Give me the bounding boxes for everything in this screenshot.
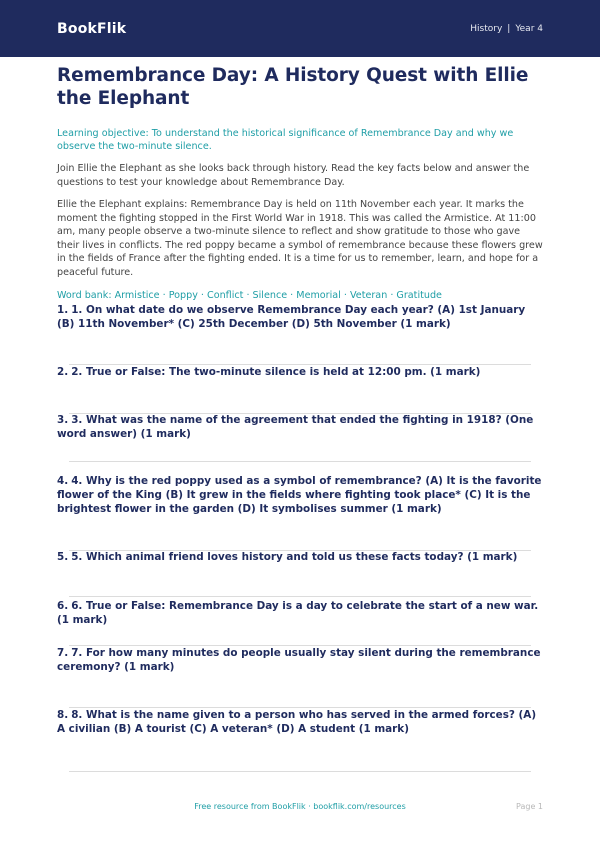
worksheet-content xyxy=(57,64,543,302)
learning-objective: Learning objective: To understand the historical significance of Remembrance Day and why we observe the two-minute silence. xyxy=(57,128,514,152)
year-label: Year 4 xyxy=(515,23,543,34)
answer-line-5[interactable] xyxy=(69,596,531,597)
header-bar xyxy=(0,0,600,57)
footer-credit[interactable]: Free resource from BookFlik · bookflik.com/resources xyxy=(194,802,406,811)
question-2: 2. 2. True or False: The two-minute silence is held at 12:00 pm. (1 mark) xyxy=(57,366,481,378)
footer-divider xyxy=(69,771,531,772)
word-bank: Word bank: Armistice · Poppy · Conflict · Silence · Memorial · Veteran · Gratitude xyxy=(57,290,442,301)
page-title: Remembrance Day: A History Quest with Ellie the Elephant xyxy=(57,65,529,109)
question-5: 5. 5. Which animal friend loves history and told us these facts today? (1 mark) xyxy=(57,551,518,563)
question-3: 3. 3. What was the name of the agreement that ended the fighting in 1918? (One word answer) (1 mark) xyxy=(57,414,534,440)
question-8: 8. 8. What is the name given to a person who has served in the armed forces? (A) A civilian (B) A tourist (C) A veteran* (D) A student (1 mark) xyxy=(57,709,537,735)
answer-line-3[interactable] xyxy=(69,461,531,462)
question-7: 7. 7. For how many minutes do people usually stay silent during the remembrance ceremony? (1 mark) xyxy=(57,647,541,673)
explanation-paragraph: Ellie the Elephant explains: Remembrance Day is held on 11th November each year. It marks the moment the fighting stopped in the First World War in 1918. This was called the Armistice. At 11:00 am, many people observe a two-minute silence to reflect and show gratitude to those who gave their lives in conflicts. The red poppy became a symbol of remembrance because these flowers grew in the fields of France after the fighting ended. It is a time for us to remember, learn, and hope for a peaceful future. xyxy=(57,199,543,278)
subject-year-label xyxy=(470,24,543,34)
question-6: 6. 6. True or False: Remembrance Day is a day to celebrate the start of a new war. (1 mark) xyxy=(57,600,539,626)
question-1: 1. 1. On what date do we observe Remembrance Day each year? (A) 1st January (B) 11th November* (C) 25th December (D) 5th November (1 mark) xyxy=(57,304,526,330)
question-4: 4. 4. Why is the red poppy used as a symbol of remembrance? (A) It is the favorite flower of the King (B) It grew in the fields where fighting took place* (C) It is the brightest flower in the garden (D) It symbolises summer (1 mark) xyxy=(57,475,542,515)
intro-paragraph: Join Ellie the Elephant as she looks back through history. Read the key facts below and answer the questions to test your knowledge about Remembrance Day. xyxy=(57,163,530,188)
brand-logo: BookFlik xyxy=(57,20,127,37)
separator: | xyxy=(507,23,511,34)
subject-label: History xyxy=(470,23,503,34)
page-number: Page 1 xyxy=(516,802,543,811)
